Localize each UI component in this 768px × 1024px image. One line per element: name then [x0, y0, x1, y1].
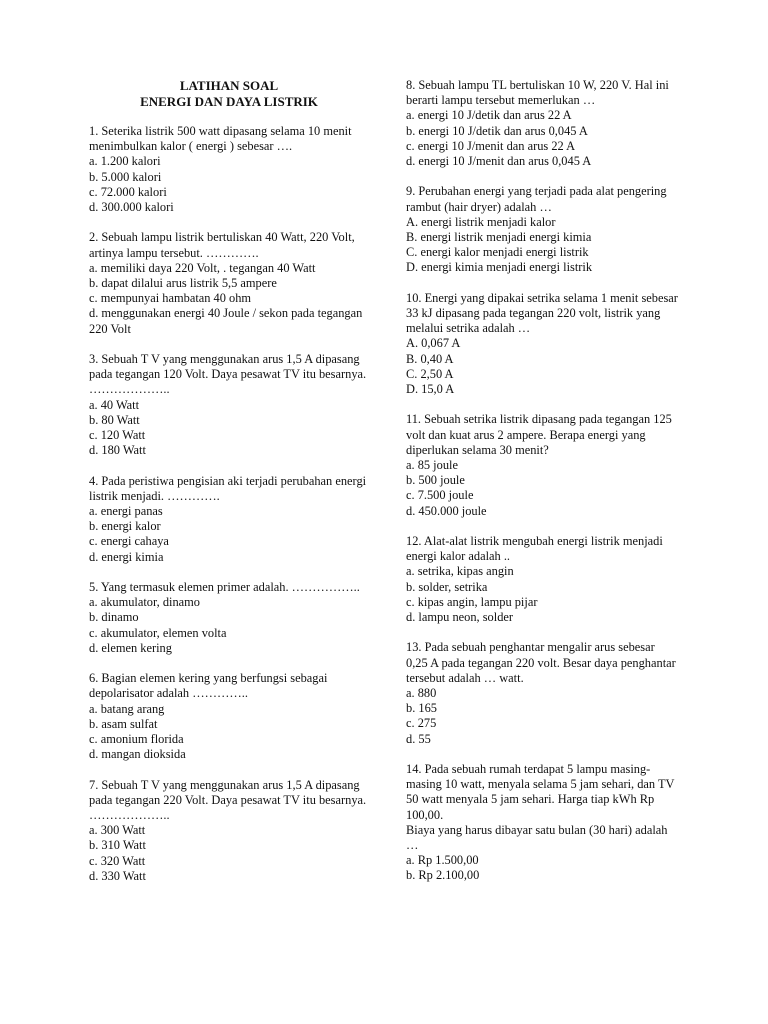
option-b: b. dinamo — [89, 610, 139, 625]
option-a: a. 300 Watt — [89, 823, 146, 838]
option-b: B. energi listrik menjadi energi kimia — [406, 230, 592, 245]
option-d: d. lampu neon, solder — [406, 610, 514, 625]
question-10 — [406, 291, 678, 397]
question-7 — [89, 778, 369, 884]
question-text: 9. Perubahan energi yang terjadi pada alat pengering rambut (hair dryer) adalah … — [406, 184, 667, 214]
question-2 — [89, 230, 369, 336]
option-b: b. solder, setrika — [406, 579, 488, 594]
left-column — [89, 78, 369, 899]
option-a: a. akumulator, dinamo — [89, 595, 200, 610]
question-11 — [406, 412, 678, 518]
option-d: d. elemen kering — [89, 640, 172, 655]
question-text: 11. Sebuah setrika listrik dipasang pada tegangan 125 volt dan kuat arus 2 ampere. Berapa energi yang diperlukan selama 30 menit? — [406, 412, 672, 457]
option-d: d. energi 10 J/menit dan arus 0,045 A — [406, 154, 592, 169]
option-a: a. memiliki daya 220 Volt, . tegangan 40 Watt — [89, 260, 316, 275]
option-a: a. 1.200 kalori — [89, 154, 161, 169]
right-column — [406, 78, 678, 899]
option-c: c. kipas angin, lampu pijar — [406, 594, 538, 609]
option-c: c. mempunyai hambatan 40 ohm — [89, 291, 252, 306]
option-a: a. 880 — [406, 686, 437, 701]
option-d: d. energi kimia — [89, 549, 164, 564]
question-text: 4. Pada peristiwa pengisian aki terjadi perubahan energi listrik menjadi. …………. — [89, 473, 367, 503]
question-1 — [89, 124, 369, 215]
option-a: a. 85 joule — [406, 458, 458, 473]
option-c: c. energi cahaya — [89, 534, 169, 549]
question-3 — [89, 352, 369, 458]
option-a: a. Rp 1.500,00 — [406, 853, 479, 868]
title-line-1: LATIHAN SOAL — [179, 78, 279, 93]
option-a: A. 0,067 A — [406, 336, 461, 351]
option-b: b. dapat dilalui arus listrik 5,5 ampere — [89, 276, 277, 291]
option-d: d. 330 Watt — [89, 868, 146, 883]
option-a: a. energi panas — [89, 504, 163, 519]
option-b: b. 5.000 kalori — [89, 169, 162, 184]
option-c: c. 7.500 joule — [406, 488, 474, 503]
question-14 — [406, 762, 678, 884]
option-b: b. asam sulfat — [89, 716, 158, 731]
option-d: d. 300.000 kalori — [89, 200, 174, 215]
question-text: 12. Alat-alat listrik mengubah energi listrik menjadi energi kalor adalah .. — [406, 534, 663, 564]
option-c: c. amonium florida — [89, 732, 184, 747]
question-13 — [406, 640, 678, 746]
option-d: d. 450.000 joule — [406, 503, 487, 518]
worksheet-title — [89, 78, 369, 110]
option-c: c. 275 — [406, 716, 437, 731]
question-text: 14. Pada sebuah rumah terdapat 5 lampu masing- masing 10 watt, menyala selama 5 jam sehari, dan TV 50 watt menyala 5 jam sehari. Harga tiap kWh Rp 100,00. — [406, 762, 675, 822]
option-a: a. batang arang — [89, 701, 165, 716]
option-a: a. 40 Watt — [89, 397, 140, 412]
option-c: c. energi 10 J/menit dan arus 22 A — [406, 138, 576, 153]
question-text-continued: Biaya yang harus dibayar satu bulan (30 hari) adalah … — [406, 822, 668, 853]
option-d: d. 55 — [406, 731, 431, 746]
option-b: b. 80 Watt — [89, 412, 140, 427]
question-text: 10. Energi yang dipakai setrika selama 1 menit sebesar — [406, 290, 678, 305]
option-a: A. energi listrik menjadi kalor — [406, 214, 556, 229]
option-b: b. 165 — [406, 701, 437, 716]
option-c: C. energi kalor menjadi energi listrik — [406, 245, 589, 260]
question-text: 3. Sebuah T V yang menggunakan arus 1,5 A dipasang pada tegangan 120 Volt. Daya pesawat TV itu besarnya. ……………….. — [89, 352, 367, 397]
question-12 — [406, 534, 678, 625]
question-text: 8. Sebuah lampu TL bertuliskan 10 W, 220 V. Hal ini berarti lampu tersebut memerlukan … — [406, 78, 669, 108]
question-text: 7. Sebuah T V yang menggunakan arus 1,5 A dipasang pada tegangan 220 Volt. Daya pesawat TV itu besarnya. ……………….. — [89, 777, 367, 823]
option-b: B. 0,40 A — [406, 351, 454, 366]
question-text: 5. Yang termasuk elemen primer adalah. …………….. — [89, 580, 360, 595]
question-5 — [89, 580, 369, 656]
option-b: b. 310 Watt — [89, 838, 146, 853]
option-d: d. mangan dioksida — [89, 747, 186, 762]
title-line-2: ENERGI DAN DAYA LISTRIK — [140, 94, 318, 109]
option-b: b. 500 joule — [406, 473, 465, 488]
question-text-continued: 33 kJ dipasang pada tegangan 220 volt, listrik yang melalui setrika adalah … — [406, 306, 661, 336]
question-text: 6. Bagian elemen kering yang berfungsi sebagai depolarisator adalah ………….. — [89, 671, 328, 701]
question-8 — [406, 78, 678, 169]
option-c: c. 72.000 kalori — [89, 184, 167, 199]
question-9 — [406, 184, 678, 275]
question-text: 2. Sebuah lampu listrik bertuliskan 40 Watt, 220 Volt, artinya lampu tersebut. …………. — [89, 230, 355, 260]
option-c: C. 2,50 A — [406, 366, 454, 381]
option-b: b. energi kalor — [89, 519, 161, 534]
question-6 — [89, 671, 369, 762]
option-d: d. menggunakan energi 40 Joule / sekon pada tegangan 220 Volt — [89, 306, 363, 336]
question-4 — [89, 474, 369, 565]
question-text: 1. Seterika listrik 500 watt dipasang selama 10 menit menimbulkan kalor ( energi ) sebesar …. — [89, 124, 352, 154]
option-d: D. energi kimia menjadi energi listrik — [406, 260, 593, 275]
option-a: a. energi 10 J/detik dan arus 22 A — [406, 108, 572, 123]
option-c: c. 120 Watt — [89, 428, 146, 443]
option-a: a. setrika, kipas angin — [406, 564, 514, 579]
option-c: c. akumulator, elemen volta — [89, 625, 227, 640]
option-b: b. Rp 2.100,00 — [406, 868, 480, 883]
option-b: b. energi 10 J/detik dan arus 0,045 A — [406, 123, 588, 138]
option-c: c. 320 Watt — [89, 853, 146, 868]
option-d: D. 15,0 A — [406, 382, 455, 397]
question-text: 13. Pada sebuah penghantar mengalir arus sebesar 0,25 A pada tegangan 220 volt. Besar daya penghantar tersebut adalah … watt. — [406, 640, 676, 685]
option-d: d. 180 Watt — [89, 443, 146, 458]
